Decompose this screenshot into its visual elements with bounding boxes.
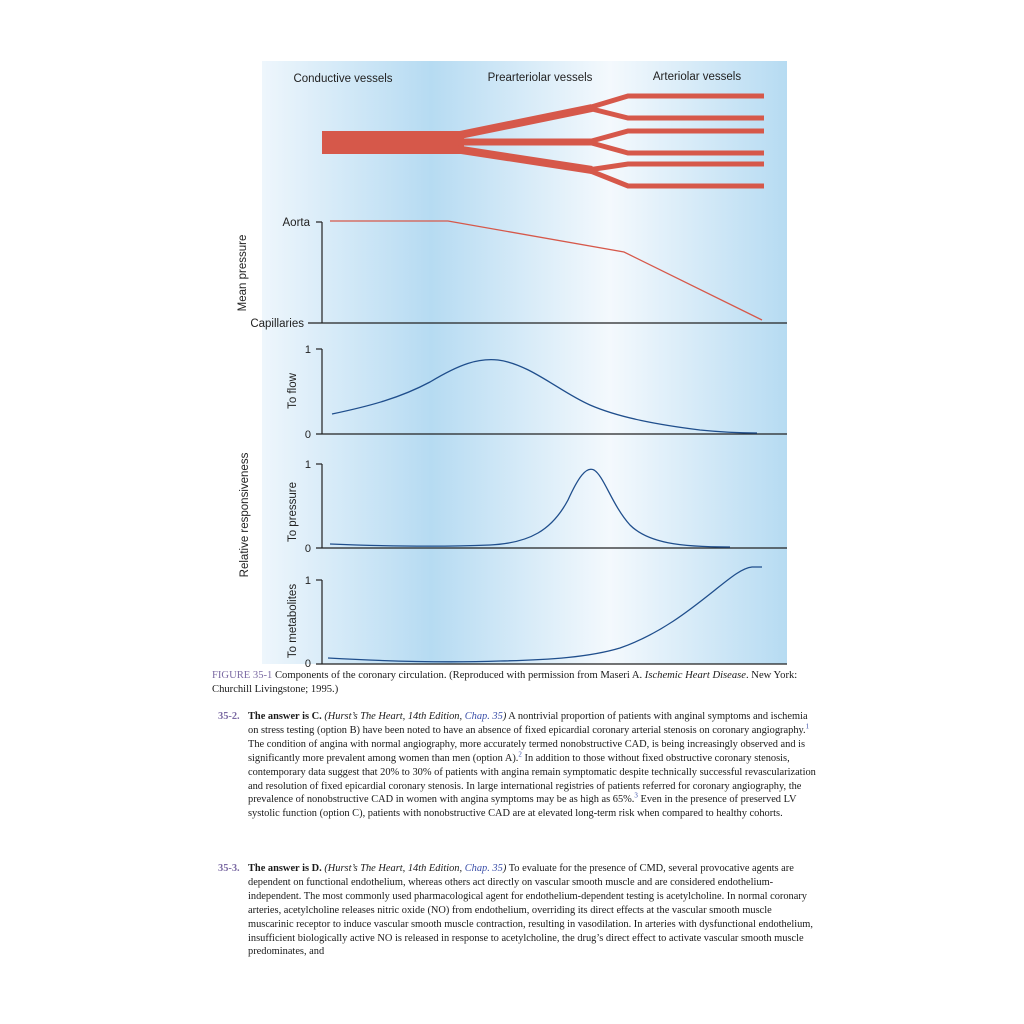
pressure-resp-tick-top-label: 1 [304,459,311,471]
answer-text-1: To evaluate for the presence of CMD, several provocative agents are dependent on functional endothelium, whereas others act directly on vascular smooth muscle and are considered endothelium-independent. The most commonly used pharmacological agent for endothelium-dependent testing is acetylcholine. In normal coronary arteries, acetylcholine releases nitric oxide (NO) from endothelium, overriding its direct effects at the vascular smooth muscle muscarinic receptor to induce vascular smooth muscle contraction, resulting in vasodilation. In arteries with dysfunctional endothelium, insufficient biologically active NO is released in response to acetylcholine, the drug’s direct effect to activate vascular smooth muscle predominates, and [248,863,813,958]
flow-tick-bottom-label: 0 [304,429,311,441]
answer-text-2: The condition of angina with normal angiography, more accurately termed nonobstructive CAD, is being increasingly observed and is significantly more prevalent among women than men (option A). [248,738,806,764]
chapter-link[interactable]: Chap. 35 [464,863,503,874]
pressure-resp-tick-bottom-label: 0 [304,543,311,555]
zone-label-prearteriolar: Prearteriolar vessels [487,72,593,84]
citation-2[interactable]: 2 [518,750,522,759]
pressure-resp-y-label: To pressure [287,481,299,543]
answer-35-3 [218,862,818,959]
zone-label-arteriolar: Arteriolar vessels [652,71,742,83]
flow-y-label: To flow [287,373,299,409]
zone-label-conductive: Conductive vessels [293,73,393,85]
answer-text-1: A nontrivial proportion of patients with anginal symptoms and ischemia on stress testing (option B) have been noted to have an absence of fixed epicardial coronary arterial stenosis on coronary angiography. [248,711,808,736]
reference-open: (Hurst’s The Heart, 14th Edition, [321,863,465,874]
answer-35-2 [218,710,818,821]
answer-body [248,862,818,959]
reference-close: ) [502,711,507,722]
figure-caption [212,669,822,697]
answer-number: 35-2. [218,711,240,722]
citation-3[interactable]: 3 [634,791,638,800]
flow-tick-top-label: 1 [304,344,311,356]
answer-reference [322,863,507,874]
pressure-aorta-label: Aorta [282,217,310,229]
figure-label: FIGURE 35-1 [212,670,273,681]
answer-lead: The answer is C. [248,711,322,722]
pressure-capillaries-label: Capillaries [250,318,304,330]
relative-responsiveness-label: Relative responsiveness [239,452,251,578]
metabolites-tick-top-label: 1 [304,575,311,587]
metabolites-tick-bottom-label: 0 [304,658,311,670]
citation-1[interactable]: 1 [805,722,810,731]
answer-text-4: Even in the presence of preserved LV systolic function (option C), patients with nonobstructive CAD are at elevated long-term risk when compared to healthy cohorts. [248,794,797,820]
answer-number: 35-3. [218,863,240,874]
metabolites-y-label: To metabolites [287,583,299,659]
pressure-y-label: Mean pressure [237,234,249,312]
caption-book-title: Ischemic Heart Disease [644,670,746,681]
reference-open: (Hurst’s The Heart, 14th Edition, [321,711,465,722]
reference-close: ) [502,863,507,874]
answer-body [248,710,818,821]
chapter-link[interactable]: Chap. 35 [464,711,503,722]
answer-text-3: In addition to those without fixed obstructive coronary stenosis, contemporary data suggest that 20% to 30% of patients with angina remain symptomatic despite technically successful revascularization and resolution of fixed epicardial coronary stenosis. In large international registries of patients referred for coronary angiography, the prevalence of nonobstructive CAD in women with angina symptoms may be as high as 65%. [248,752,816,806]
caption-text-end: . New York: Churchill Livingstone; 1995.) [212,670,798,695]
conductive-vessel-trunk [322,131,464,154]
answer-reference [322,711,507,722]
answer-lead: The answer is D. [248,863,322,874]
caption-text: Components of the coronary circulation. (Reproduced with permission from Maseri A. [272,670,645,681]
